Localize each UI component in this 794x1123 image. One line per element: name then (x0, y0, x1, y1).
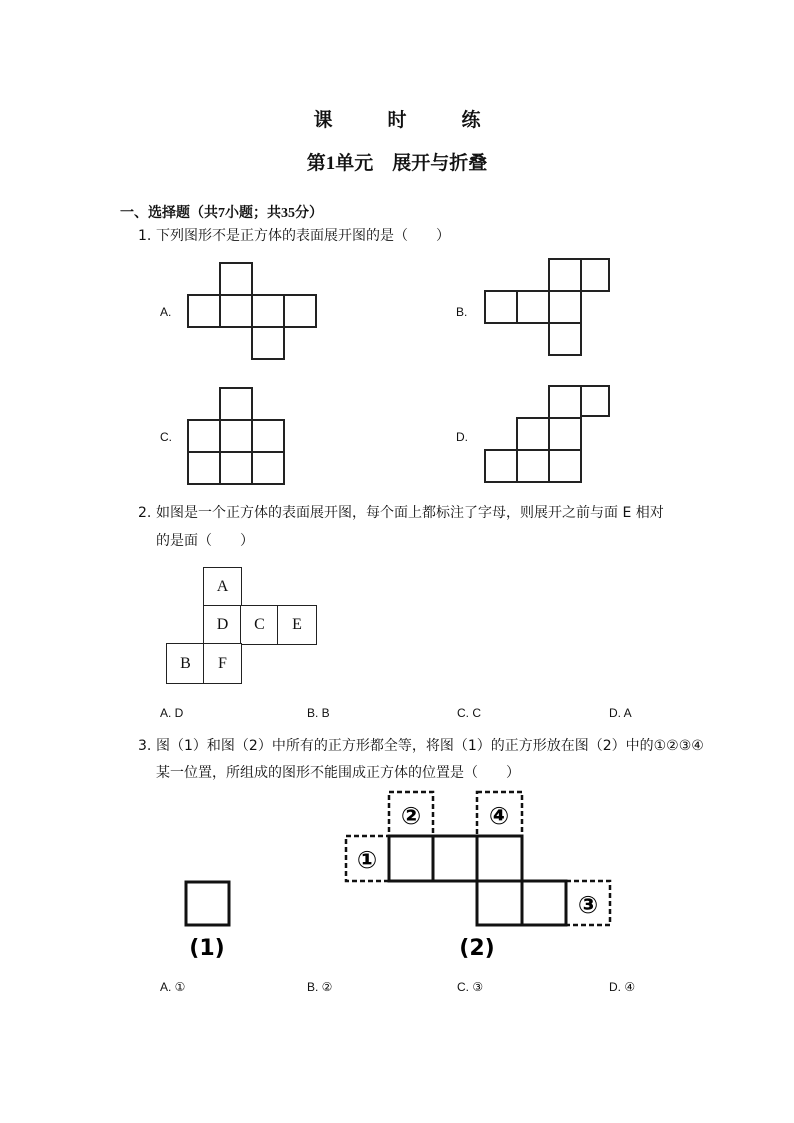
q3-fig2-grid (389, 836, 566, 925)
face-f: F (203, 643, 242, 684)
face-a: A (203, 567, 242, 607)
q2-option-c[interactable]: C. C (457, 706, 481, 720)
question-3 (138, 735, 704, 757)
q3-option-a[interactable]: A. ① (160, 980, 186, 994)
face-e: E (277, 605, 317, 645)
face-b: B (166, 643, 205, 684)
question-text: 下列图形不是正方体的表面展开图的是（ ） (156, 228, 450, 244)
question-1 (138, 225, 450, 247)
unit-title: 第1单元 展开与折叠 (306, 153, 488, 174)
q3-option-d[interactable]: D. ④ (609, 980, 636, 994)
q3-figures (170, 785, 630, 970)
question-2-line2: 的是面（ ） (156, 533, 254, 549)
question-number: 1. (138, 228, 152, 244)
page-title: 课 时 练 (313, 110, 499, 131)
q1-option-d-label[interactable]: D. (456, 430, 468, 444)
q3-position-3: ③ (577, 891, 599, 919)
q3-fig1-square (186, 882, 229, 925)
question-3-line2: 某一位置，所组成的图形不能围成正方体的位置是（ ） (156, 765, 520, 781)
question-text-line1: 如图是一个正方体的表面展开图，每个面上都标注了字母，则展开之前与面 E 相对 (156, 505, 664, 521)
face-c: C (240, 605, 279, 645)
q3-option-b[interactable]: B. ② (307, 980, 333, 994)
q1-option-c-label[interactable]: C. (160, 430, 172, 444)
question-text-line1: 图（1）和图（2）中所有的正方形都全等，将图（1）的正方形放在图（2）中的①②③④ (156, 738, 704, 754)
question-number: 3. (138, 738, 152, 754)
q3-fig2-label: (2) (459, 936, 495, 961)
q2-option-a[interactable]: A. D (160, 706, 184, 720)
q3-position-2: ② (400, 802, 422, 830)
q2-option-b[interactable]: B. B (307, 706, 330, 720)
q2-option-d[interactable]: D. A (609, 706, 632, 720)
question-number: 2. (138, 505, 152, 521)
q3-fig1-label: (1) (189, 936, 225, 961)
q1-option-b-label[interactable]: B. (456, 305, 468, 319)
q3-position-4: ④ (488, 802, 510, 830)
face-d: D (203, 605, 242, 645)
question-2 (138, 502, 664, 524)
q3-position-1: ① (356, 846, 378, 874)
q3-option-c[interactable]: C. ③ (457, 980, 484, 994)
q1-option-a-label[interactable]: A. (160, 305, 172, 319)
section-heading: 一、选择题（共7小题；共35分） (120, 206, 323, 221)
